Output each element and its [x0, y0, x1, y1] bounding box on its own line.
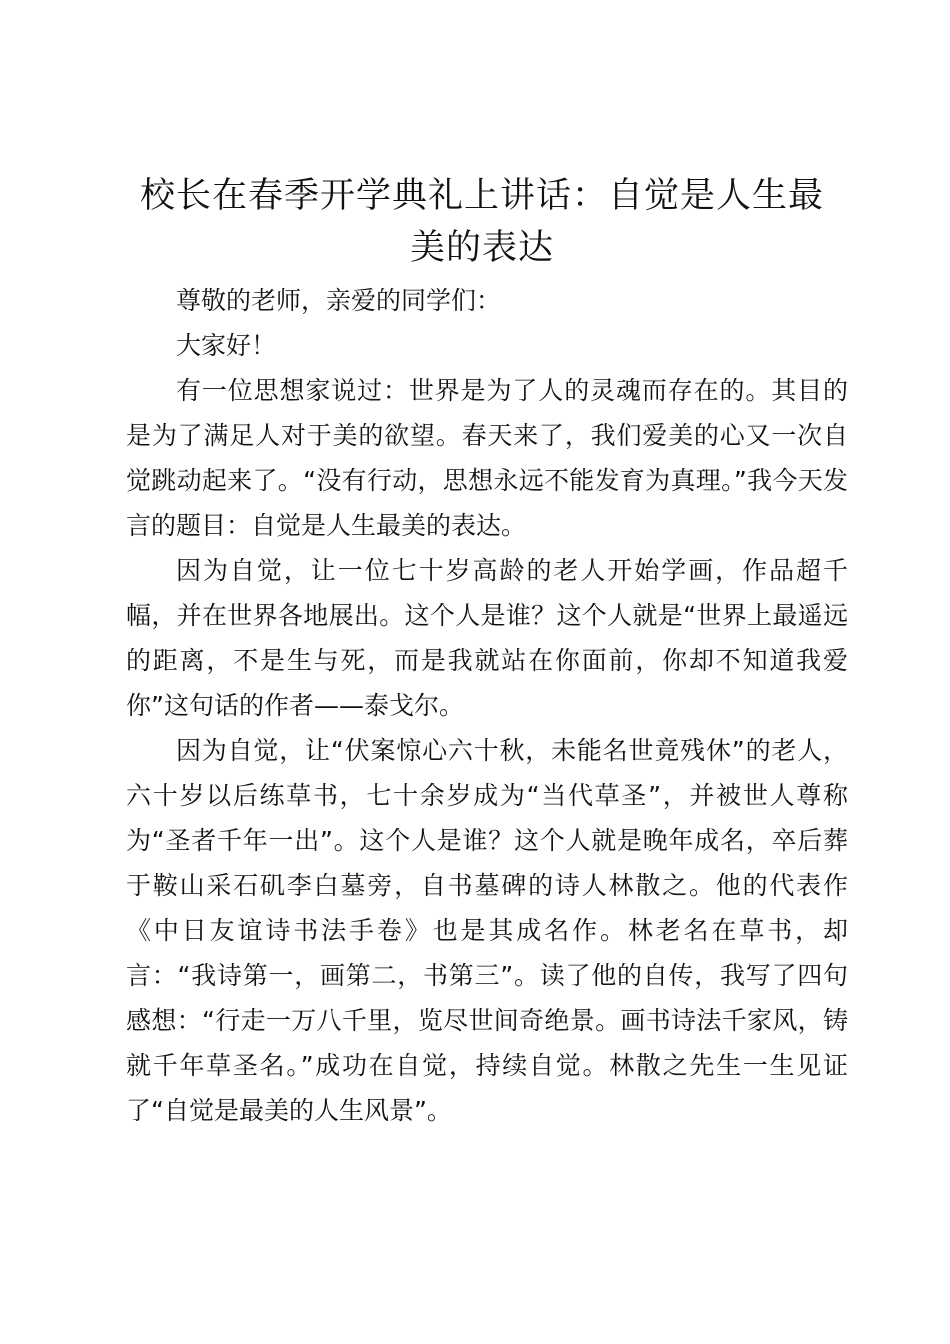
document-title: 校长在春季开学典礼上讲话：自觉是人生最美的表达: [139, 176, 824, 268]
tagore-paragraph: 因为自觉，让一位七十岁高龄的老人开始学画，作品超千幅，并在世界各地展出。这个人是谁？这个人就是“世界上最遥远的距离，不是生与死，而是我就站在你面前，你却不知道我爱你”这句话的作者——泰戈尔。: [126, 556, 848, 720]
lin-sanzhi-paragraph: 因为自觉，让“伏案惊心六十秋，未能名世竟残休”的老人，六十岁以后练草书，七十余岁成为“当代草圣”，并被世人尊称为“圣者千年一出”。这个人是谁？这个人就是晚年成名，卒后葬于鞍山采石矶李白墓旁，自书墓碑的诗人林散之。他的代表作《中日友谊诗书法手卷》也是其成名作。林老名在草书，却言：“我诗第一，画第二，书第三”。读了他的自传，我写了四句感想：“行走一万八千里，览尽世间奇绝景。画书诗法千家风，铸就千年草圣名。”成功在自觉，持续自觉。林散之先生一生见证了“自觉是最美的人生风景”。: [126, 736, 848, 1125]
greeting-paragraph: 大家好！: [176, 331, 277, 360]
document-body: [126, 278, 848, 1133]
intro-paragraph: 有一位思想家说过：世界是为了人的灵魂而存在的。其目的是为了满足人对于美的欲望。春天来了，我们爱美的心又一次自觉跳动起来了。“没有行动，思想永远不能发育为真理。”我今天发言的题目：自觉是人生最美的表达。: [126, 376, 848, 540]
salutation-paragraph: 尊敬的老师，亲爱的同学们：: [176, 286, 502, 315]
